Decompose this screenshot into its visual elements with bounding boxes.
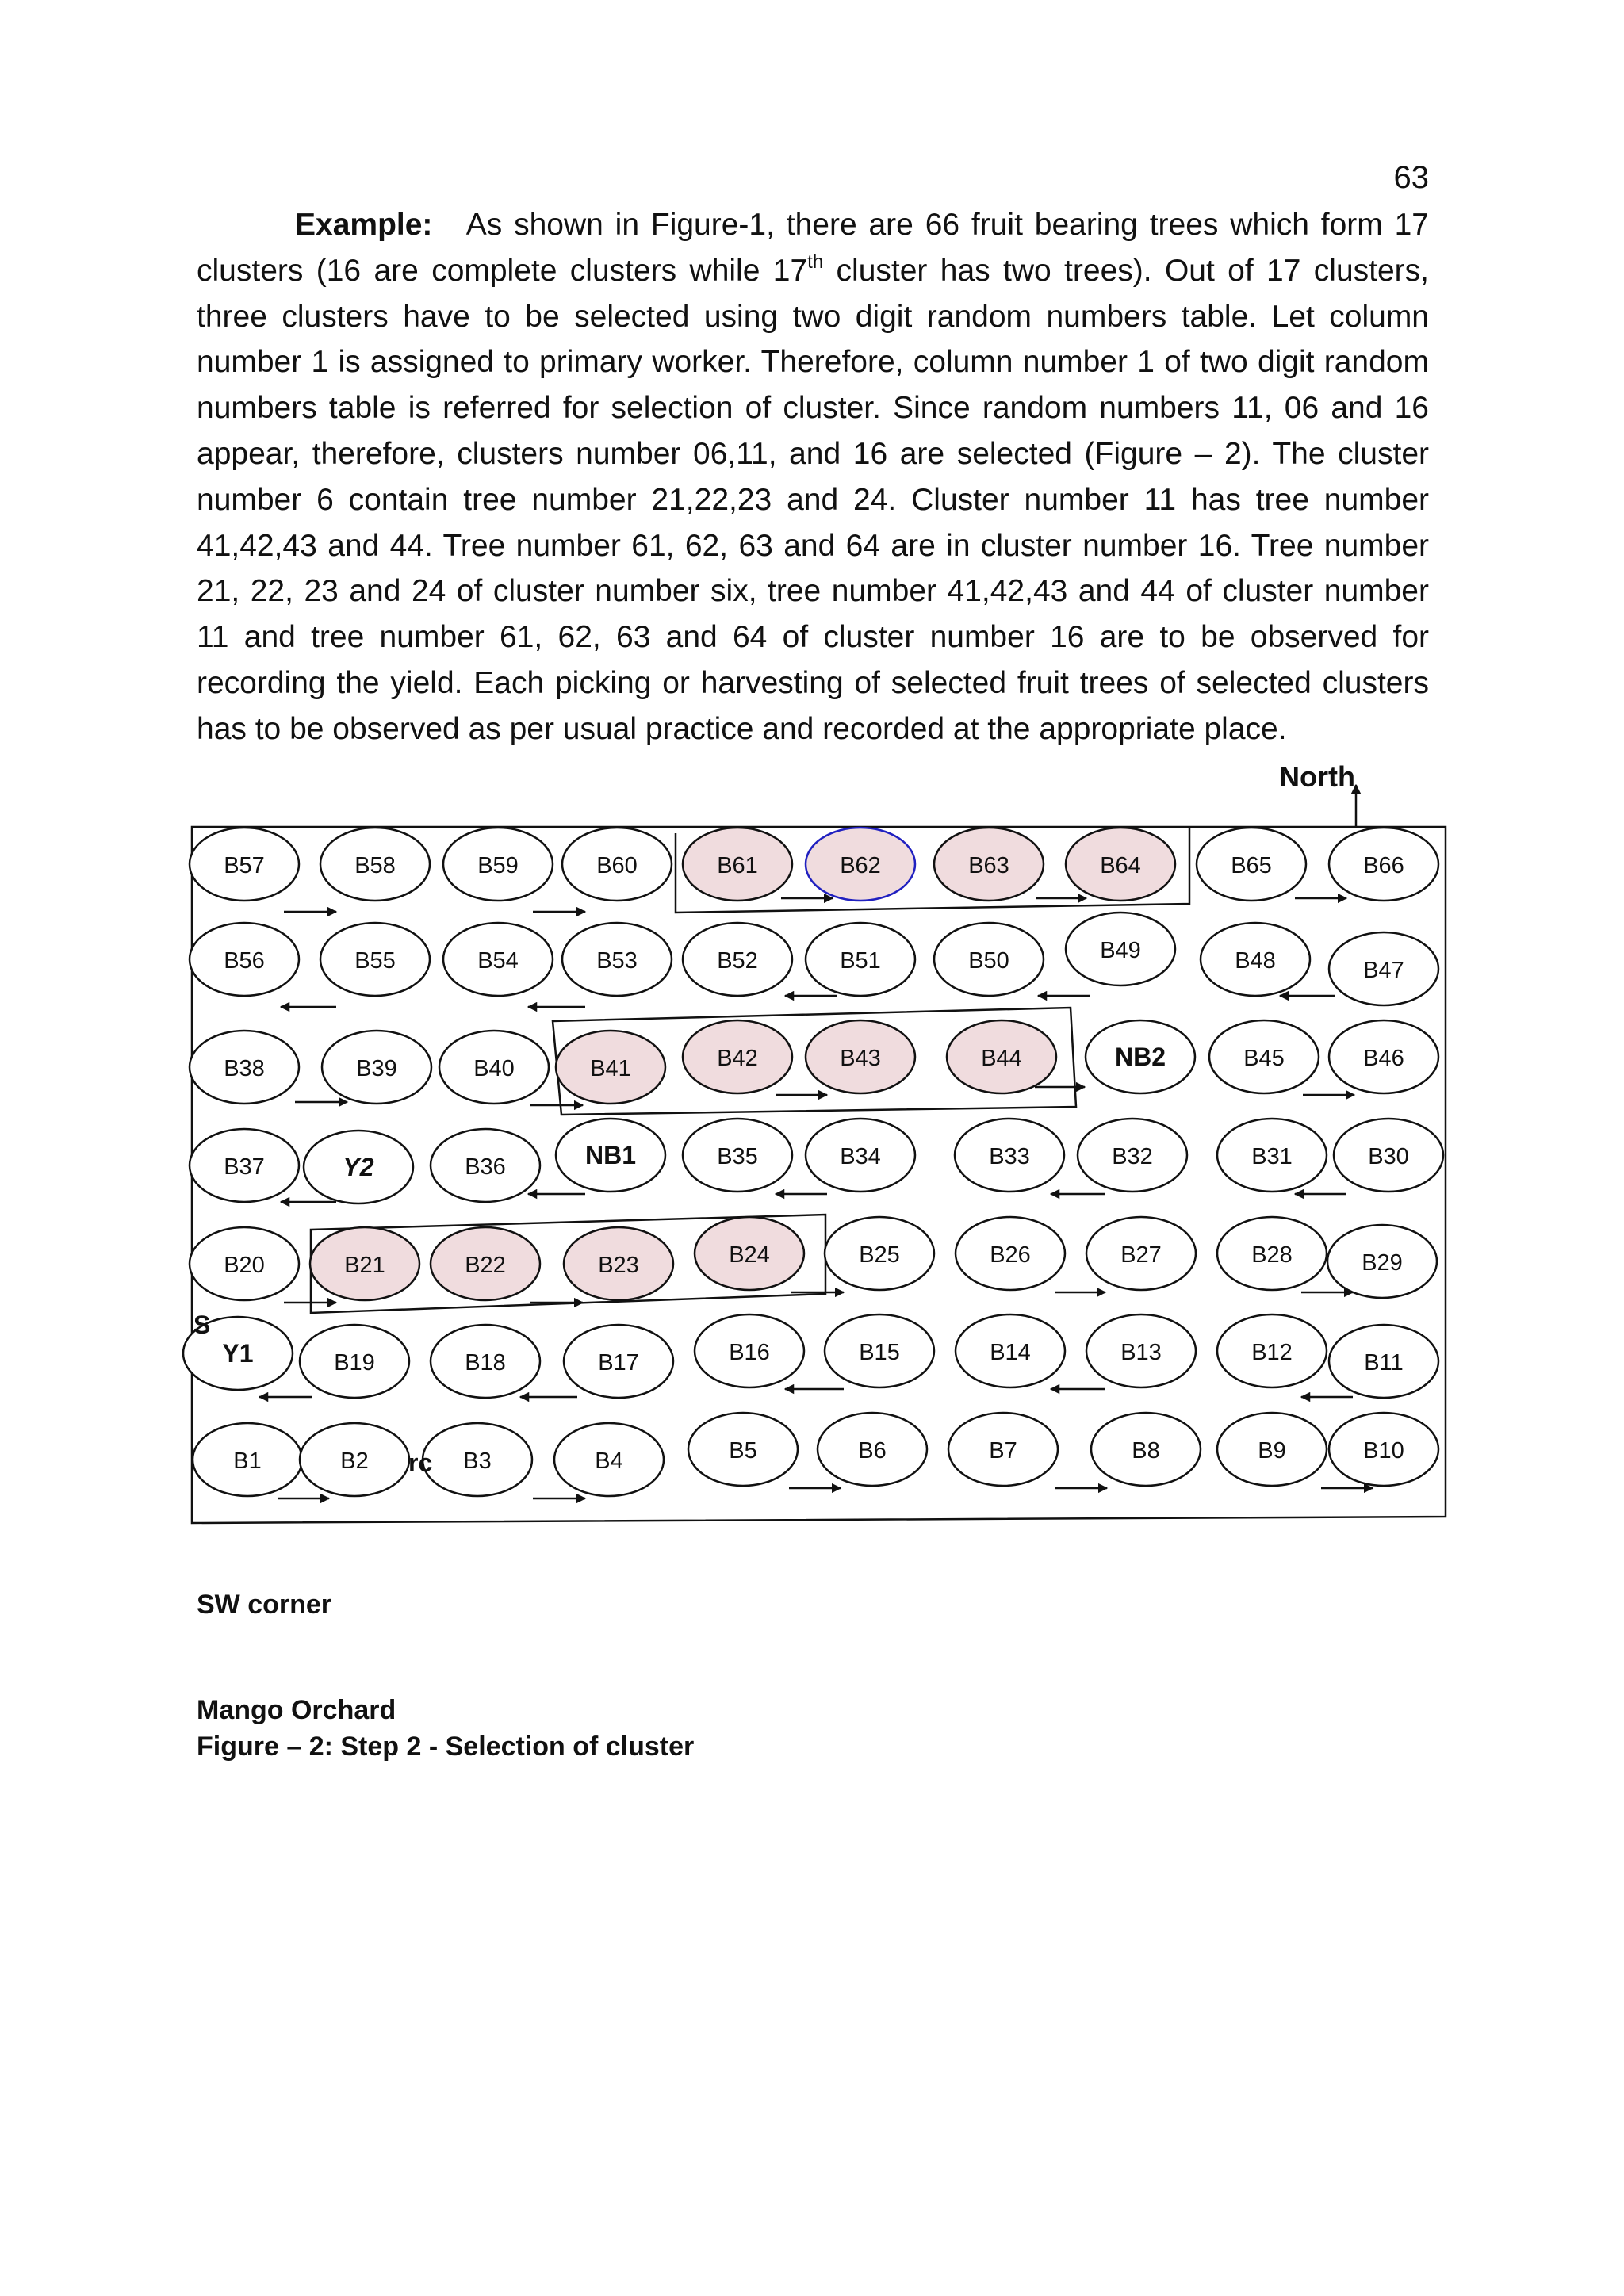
tree-label-b55: B55 — [354, 948, 396, 974]
tree-label-b38: B38 — [224, 1056, 265, 1081]
tree-label-b60: B60 — [596, 853, 638, 878]
page-number: 63 — [1393, 160, 1429, 195]
tree-label-b22: B22 — [465, 1253, 506, 1278]
tree-label-b16: B16 — [729, 1340, 770, 1365]
tree-label-b26: B26 — [990, 1242, 1031, 1268]
tree-label-b19: B19 — [334, 1350, 375, 1376]
tree-label-b28: B28 — [1251, 1242, 1293, 1268]
tree-label-b44: B44 — [981, 1046, 1022, 1071]
tree-label-b50: B50 — [968, 948, 1009, 974]
tree-label-b57: B57 — [224, 853, 265, 878]
tree-label-b12: B12 — [1251, 1340, 1293, 1365]
tree-label-b18: B18 — [465, 1350, 506, 1376]
tree-label-b32: B32 — [1112, 1144, 1153, 1169]
tree-label-nb1: NB1 — [584, 1141, 637, 1169]
tree-label-b5: B5 — [729, 1438, 757, 1464]
tree-label-b6: B6 — [858, 1438, 887, 1464]
tree-label-b43: B43 — [840, 1046, 881, 1071]
tree-label-b48: B48 — [1235, 948, 1276, 974]
tree-label-b62: B62 — [840, 853, 881, 878]
tree-label-b45: B45 — [1243, 1046, 1285, 1071]
tree-label-b40: B40 — [473, 1056, 515, 1081]
tree-label-b29: B29 — [1362, 1250, 1403, 1276]
tree-label-b27: B27 — [1120, 1242, 1162, 1268]
tree-label-nb2: NB2 — [1114, 1043, 1166, 1071]
tree-label-b3: B3 — [463, 1448, 492, 1474]
tree-label-b52: B52 — [717, 948, 758, 974]
tree-label-b14: B14 — [990, 1340, 1031, 1365]
tree-label-b10: B10 — [1363, 1438, 1404, 1464]
tree-label-b37: B37 — [224, 1154, 265, 1180]
tree-label-b2: B2 — [340, 1448, 369, 1474]
tree-label-b30: B30 — [1368, 1144, 1409, 1169]
tree-label-b34: B34 — [840, 1144, 881, 1169]
tree-label-b39: B39 — [356, 1056, 397, 1081]
tree-label-b47: B47 — [1363, 958, 1404, 983]
tree-label-b7: B7 — [989, 1438, 1017, 1464]
tree-label-y2: Y2 — [343, 1153, 374, 1181]
superscript-th: th — [807, 251, 824, 273]
tree-label-b42: B42 — [717, 1046, 758, 1071]
paragraph-text-1: As shown in Figure-1, there are 66 fruit bearing trees which form 17 clusters (16 are complete clusters while 17 — [197, 208, 1429, 288]
tree-label-b20: B20 — [224, 1253, 265, 1278]
north-label: North — [1279, 760, 1355, 793]
tree-label-b11: B11 — [1364, 1350, 1404, 1376]
tree-label-b31: B31 — [1251, 1144, 1293, 1169]
tree-label-b54: B54 — [477, 948, 519, 974]
tree-label-b35: B35 — [717, 1144, 758, 1169]
tree-label-b51: B51 — [840, 948, 881, 974]
tree-label-b65: B65 — [1231, 853, 1272, 878]
orchard-caption: Mango Orchard — [197, 1695, 396, 1725]
tree-label-b4: B4 — [595, 1448, 623, 1474]
tree-label-b1: B1 — [233, 1448, 262, 1474]
tree-label-b23: B23 — [598, 1253, 639, 1278]
tree-label-b61: B61 — [717, 853, 758, 878]
tree-label-b46: B46 — [1363, 1046, 1404, 1071]
tree-label-b33: B33 — [989, 1144, 1030, 1169]
tree-label-b58: B58 — [354, 853, 396, 878]
tree-label-b64: B64 — [1100, 853, 1141, 878]
tree-label-b24: B24 — [729, 1242, 770, 1268]
tree-label-b21: B21 — [344, 1253, 385, 1278]
example-label: Example: — [295, 208, 433, 242]
tree-label-b15: B15 — [859, 1340, 900, 1365]
paragraph-text-2: cluster has two trees). Out of 17 clusters, three clusters have to be selected using two digit random numbers table. Let column number 1 is assigned to primary worker. Therefore, column number 1 of two digit random numbers table is referred for selection of cluster. Since random numbers 11, 06 and 16 appear, therefore, clusters number 06,11, and 16 are selected (Figure – 2). The cluster number 6 contain tree number 21,22,23 and 24. Cluster number 11 has tree number 41,42,43 and 44. Tree number 61, 62, 63 and 64 are in cluster number 16. Tree number 21, 22, 23 and 24 of cluster number six, tree number 41,42,43 and 44 of cluster number 11 and tree number 61, 62, 63 and 64 of cluster number 16 are to be observed for recording the yield. Each picking or harvesting of selected fruit trees of selected clusters has to be observed as per usual practice and recorded at the appropriate place. — [197, 253, 1430, 746]
tree-label-b17: B17 — [598, 1350, 639, 1376]
sw-corner-caption: SW corner — [197, 1590, 332, 1620]
tree-label-b66: B66 — [1363, 853, 1404, 878]
figure-caption: Figure – 2: Step 2 - Selection of cluster — [197, 1732, 695, 1762]
tree-label-y1: Y1 — [222, 1339, 254, 1368]
tree-label-b36: B36 — [465, 1154, 506, 1180]
tree-label-b9: B9 — [1258, 1438, 1286, 1464]
tree-label-b41: B41 — [590, 1056, 631, 1081]
fragment-text-s: S — [193, 1311, 211, 1339]
tree-label-b49: B49 — [1100, 938, 1141, 963]
fragment-text-rc: rc — [408, 1448, 433, 1477]
tree-label-b56: B56 — [224, 948, 265, 974]
tree-label-b13: B13 — [1120, 1340, 1162, 1365]
tree-label-b63: B63 — [968, 853, 1009, 878]
tree-label-b25: B25 — [859, 1242, 900, 1268]
tree-label-b59: B59 — [477, 853, 519, 878]
tree-label-b8: B8 — [1132, 1438, 1160, 1464]
tree-label-b53: B53 — [596, 948, 638, 974]
